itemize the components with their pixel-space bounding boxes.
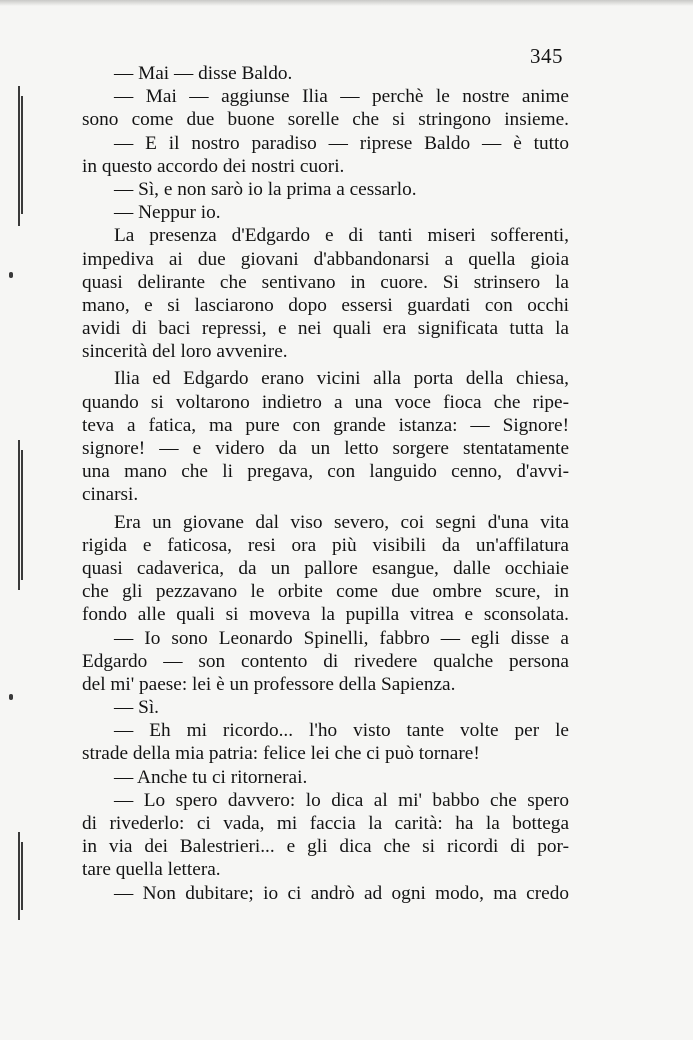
text-line: che gli pezzavano le orbite come due ombre scure, in [82, 581, 569, 603]
binding-mark [9, 694, 13, 700]
text-line: — Mai — disse Baldo. [114, 63, 293, 84]
text-line: in via dei Balestrieri... e gli dica che si ricordi di por- [82, 836, 569, 858]
text-line: teva a fatica, ma pure con grande istanza: — Signore! [82, 414, 569, 436]
text-line: — Eh mi ricordo... l'ho visto tante volte per le [114, 720, 569, 742]
text-line: fondo alle quali si moveva la pupilla vitrea e sconsolata. [82, 604, 569, 626]
binding-mark [21, 450, 23, 580]
binding-mark [18, 86, 20, 226]
text-line: impediva ai due giovani d'abbandonarsi a quella gioia [82, 248, 569, 270]
text-line: rigida e faticosa, resi ora più visibili da un'affilatura [82, 534, 569, 556]
text-line: — Lo spero davvero: lo dica al mi' babbo che spero [114, 789, 569, 811]
text-line: quasi delirante che sentivano in cuore. Si strinsero la [82, 271, 569, 293]
binding-mark [9, 272, 13, 278]
text-line: — Non dubitare; io ci andrò ad ogni modo, ma credo [114, 882, 569, 904]
text-line: avidi di baci repressi, e nei quali era significata tutta la [82, 318, 569, 340]
page-number: 345 [530, 44, 563, 68]
text-line: — Mai — aggiunse Ilia — perchè le nostre anime [114, 86, 569, 108]
text-line: in questo accordo dei nostri cuori. [82, 155, 345, 177]
binding-mark [18, 440, 20, 590]
text-line: quando si voltarono indietro a una voce fioca che ripe- [82, 391, 569, 413]
text-line: Edgardo — son contento di rivedere qualche persona [82, 650, 569, 672]
body-text [82, 62, 569, 905]
binding-margin-marks [0, 0, 40, 1040]
text-line: quasi cadaverica, da un pallore esangue, dalle occhiaie [82, 557, 569, 579]
text-line: Era un giovane dal viso severo, coi segni d'una vita [114, 511, 569, 533]
text-line: sincerità del loro avvenire. [82, 341, 288, 363]
text-line: mano, e si lasciarono dopo essersi guardati con occhi [82, 294, 569, 316]
text-line: una mano che li pregava, con languido cenno, d'avvi- [82, 461, 569, 483]
text-line: signore! — e videro da un letto sorgere stentatamente [82, 438, 569, 459]
binding-mark [21, 96, 23, 214]
text-line: — Anche tu ci ritornerai. [114, 766, 308, 788]
text-line: del mi' paese: lei è un professore della Sapienza. [82, 673, 456, 695]
text-line: — Io sono Leonardo Spinelli, fabbro — egli disse a [114, 627, 569, 649]
text-line: — Neppur io. [114, 202, 221, 224]
text-line: Ilia ed Edgardo erano vicini alla porta della chiesa, [114, 368, 569, 390]
binding-mark [18, 832, 20, 920]
text-line: sono come due buone sorelle che si stringono insieme. [82, 109, 569, 131]
page-top-edge [0, 0, 693, 6]
text-line: — E il nostro paradiso — riprese Baldo — è tutto [114, 132, 569, 154]
text-line: cinarsi. [82, 484, 139, 506]
text-line: — Sì. [114, 697, 160, 719]
binding-mark [21, 842, 23, 910]
text-line: tare quella lettera. [82, 859, 221, 881]
text-line: La presenza d'Edgardo e di tanti miseri sofferenti, [114, 225, 569, 247]
text-line: di rivederlo: ci vada, mi faccia la carità: ha la bottega [82, 813, 569, 834]
text-line: — Sì, e non sarò io la prima a cessarlo. [114, 178, 417, 200]
text-line: strade della mia patria: felice lei che ci può tornare! [82, 743, 480, 765]
